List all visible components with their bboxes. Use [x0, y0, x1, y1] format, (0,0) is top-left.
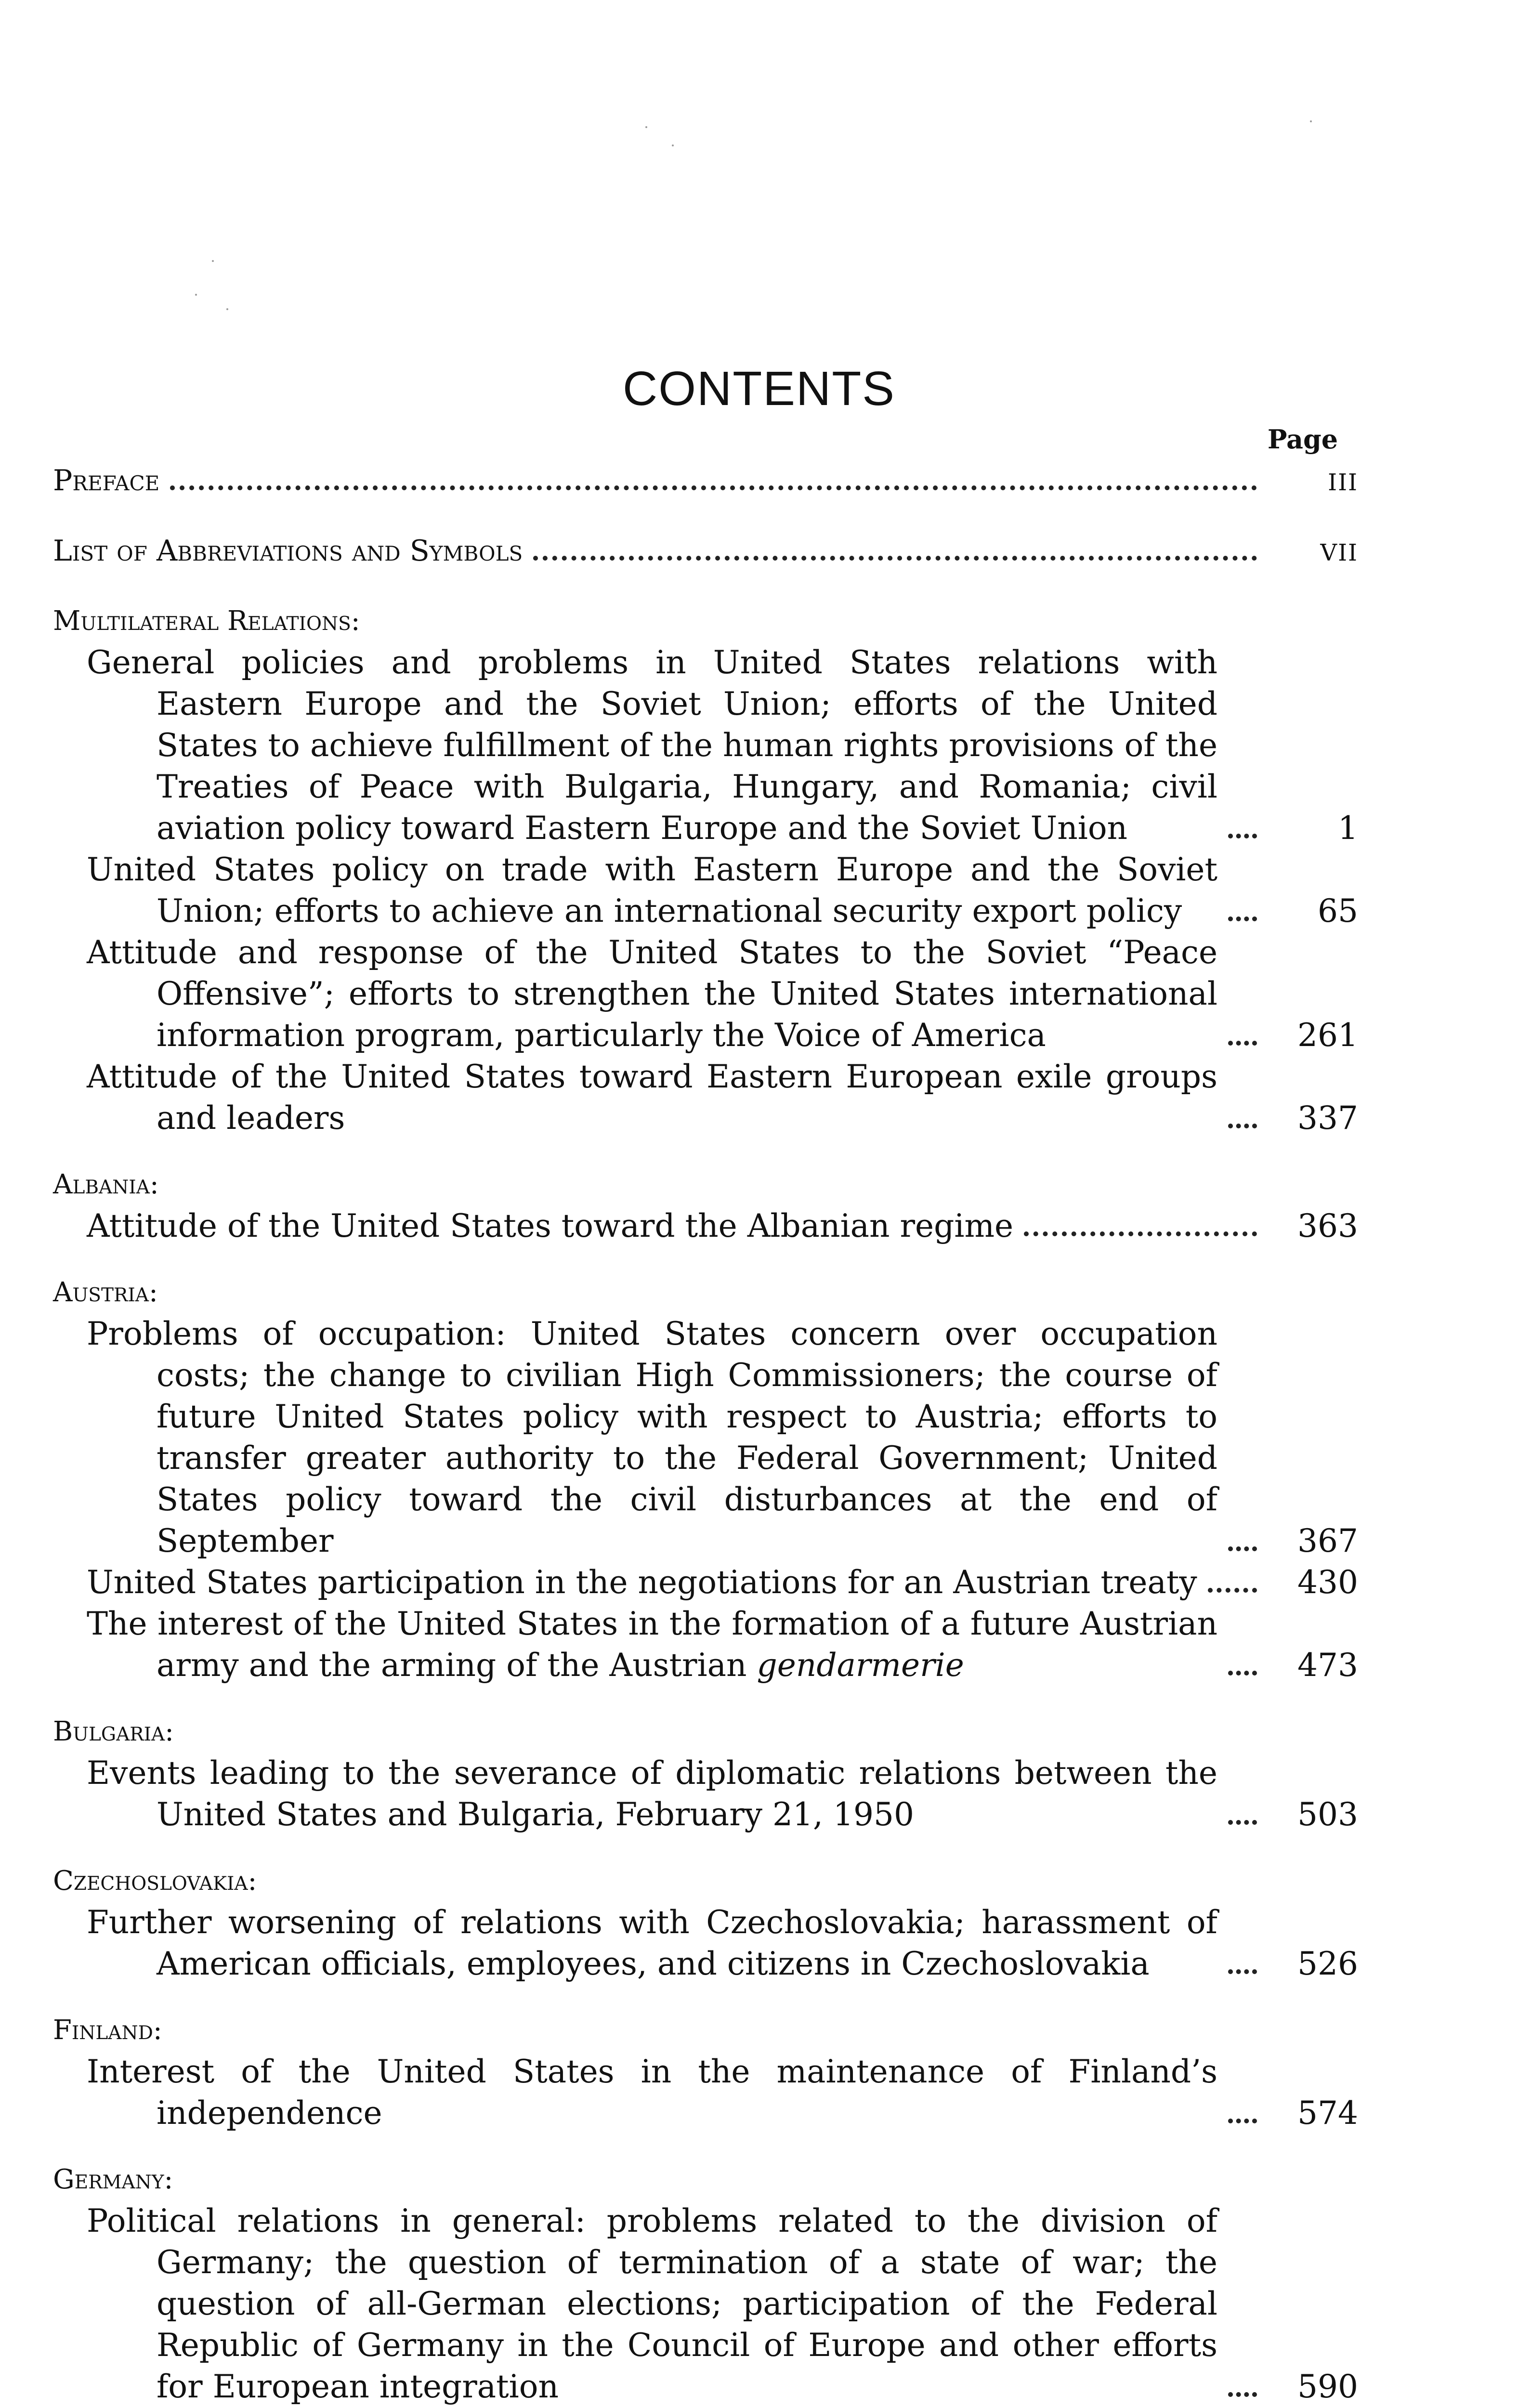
dot-leader — [1228, 1820, 1257, 1825]
toc-section — [53, 1860, 1358, 1985]
toc-entry — [53, 932, 1358, 1056]
page-number: VII — [1320, 539, 1358, 566]
toc-entry — [53, 849, 1358, 932]
scan-speck — [195, 294, 197, 296]
toc-entry-text-block — [87, 1205, 1013, 1247]
page-number: 337 — [1297, 1099, 1358, 1137]
dot-leader — [1228, 1969, 1257, 1974]
toc-entry-text-block — [87, 1056, 1217, 1139]
toc-entry — [53, 1753, 1358, 1835]
dot-leader — [170, 485, 1257, 490]
toc-entry-text-block — [87, 1902, 1217, 1985]
dot-leader — [1024, 1231, 1257, 1236]
dot-leader — [1228, 1671, 1257, 1675]
toc-section — [53, 1711, 1358, 1835]
dot-leader — [1228, 916, 1257, 921]
section-heading: Multilateral Relations: — [53, 605, 360, 637]
toc-entry — [53, 1056, 1358, 1139]
toc-entry — [53, 1205, 1358, 1247]
toc-entry-wrap — [87, 1753, 1217, 1835]
scan-speck — [226, 308, 228, 310]
dot-leader — [533, 556, 1257, 561]
dot-leader — [1228, 2392, 1257, 2397]
toc-section — [53, 1164, 1358, 1247]
toc-entry-text-block — [87, 642, 1217, 849]
section-heading: Bulgaria: — [53, 1716, 174, 1747]
entry-italic-term: gendarmerie — [757, 1647, 964, 1684]
toc-entry-wrap — [87, 1562, 1197, 1603]
toc-entry-wrap — [87, 932, 1217, 1056]
toc-entry — [53, 1562, 1358, 1603]
toc-entry — [53, 1603, 1358, 1686]
page-title: CONTENTS — [623, 362, 895, 416]
toc-entry-text-block — [87, 1753, 1217, 1835]
toc-entry-wrap — [87, 1056, 1217, 1139]
dot-leader — [1228, 834, 1257, 838]
page-number: 367 — [1297, 1522, 1358, 1559]
entry-text: United States policy on trade with Eastern Europe and the Soviet Union; efforts to achieve an international security export policy — [87, 851, 1217, 929]
entry-text: Problems of occupation: United States concern over occupation costs; the change to civilian High Commissioners; the course of future United States policy with respect to Austria; efforts to transfer greater authority to the Federal Government; United States policy toward the civil disturbances at the end of September — [87, 1315, 1217, 1559]
toc-entry-wrap — [87, 1603, 1217, 1686]
entry-text: Attitude and response of the United States to the Soviet “Peace Offensive”; efforts to strengthen the United States international information program, particularly the Voice of America — [87, 934, 1217, 1054]
toc-section — [53, 601, 1358, 1139]
entry-text: The interest of the United States in the formation of a future Austrian army and the arming of the Austrian — [87, 1605, 1217, 1684]
toc-entry — [53, 1313, 1358, 1562]
page-number: 574 — [1297, 2094, 1358, 2132]
front-matter-label: List of Abbreviations and Symbols — [53, 534, 523, 568]
page-number: 526 — [1297, 1945, 1358, 1982]
toc-front-matter-entry — [53, 460, 1358, 503]
toc-entry-wrap — [87, 849, 1217, 932]
toc-sections — [53, 601, 1358, 2408]
toc-section — [53, 1272, 1358, 1686]
toc-entry — [53, 1902, 1358, 1985]
page-number: 261 — [1297, 1017, 1358, 1054]
dot-leader — [1228, 2119, 1257, 2123]
entry-text: United States participation in the negotiations for an Austrian treaty — [87, 1564, 1197, 1601]
section-heading: Albania: — [53, 1169, 159, 1200]
toc-entry — [53, 642, 1358, 849]
page-number: 590 — [1297, 2368, 1358, 2405]
front-matter-label: Preface — [53, 464, 160, 497]
page-column-header: Page — [1267, 424, 1338, 455]
toc-entry — [53, 2200, 1358, 2408]
dot-leader — [1228, 1124, 1257, 1128]
entry-text: Political relations in general: problems related to the division of Germany; the question of termination of a state of war; the question of all-German elections; participation of the Federal Republic of Germany in the Council of Europe and other efforts for European integration — [87, 2202, 1217, 2405]
toc-entry-text-block — [87, 1313, 1217, 1562]
scan-speck — [1310, 120, 1312, 122]
scan-speck — [212, 260, 214, 262]
entry-text: Attitude of the United States toward Eastern European exile groups and leaders — [87, 1058, 1217, 1137]
dot-leader — [1228, 1546, 1257, 1551]
toc-entry-wrap — [87, 1902, 1217, 1985]
toc-entry-wrap — [87, 2051, 1217, 2134]
scan-speck — [672, 144, 674, 146]
toc-front-matter-entry — [53, 530, 1358, 574]
section-heading: Czechoslovakia: — [53, 1865, 257, 1897]
section-heading: Finland: — [53, 2015, 162, 2046]
page-number: 1 — [1338, 810, 1358, 847]
toc-entry-wrap — [87, 642, 1217, 849]
section-heading: Austria: — [53, 1277, 158, 1308]
dot-leader — [1208, 1588, 1257, 1593]
page-number: 473 — [1297, 1647, 1358, 1684]
toc-entry-wrap — [87, 1313, 1217, 1562]
entry-text: Further worsening of relations with Czechoslovakia; harassment of American officials, employees, and citizens in Czechoslovakia — [87, 1904, 1217, 1982]
toc-entry-text-block — [87, 2051, 1217, 2134]
dot-leader — [1228, 1041, 1257, 1046]
scan-speck — [645, 126, 647, 128]
toc-entry-text-block — [87, 849, 1217, 932]
page-number: III — [1328, 469, 1358, 496]
entry-text: Events leading to the severance of diplomatic relations between the United States and Bulgaria, February 21, 1950 — [87, 1754, 1217, 1833]
toc-entry-text-block — [87, 1603, 1217, 1686]
toc-entry-text-block — [87, 1562, 1197, 1603]
toc-section — [53, 2159, 1358, 2408]
section-heading: Germany: — [53, 2164, 173, 2195]
entry-text: General policies and problems in United States relations with Eastern Europe and the Soviet Union; efforts of the United States to achieve fulfillment of the human rights provisions of the Treaties of Peace with Bulgaria, Hungary, and Romania; civil aviation policy toward Eastern Europe and the Soviet Union — [87, 644, 1217, 847]
entry-text: Attitude of the United States toward the Albanian regime — [87, 1207, 1014, 1244]
page-number: 503 — [1297, 1796, 1358, 1833]
toc-entry — [53, 2051, 1358, 2134]
toc-entry-wrap — [87, 2200, 1217, 2408]
page-number: 363 — [1297, 1207, 1358, 1244]
toc-section — [53, 2010, 1358, 2134]
page-number: 65 — [1318, 892, 1358, 929]
toc-entry-text-block — [87, 932, 1217, 1056]
page-number: 430 — [1297, 1564, 1358, 1601]
table-of-contents — [53, 460, 1358, 2408]
toc-entry-text-block — [87, 2200, 1217, 2408]
toc-entry-wrap — [87, 1205, 1013, 1247]
entry-text: Interest of the United States in the maintenance of Finland’s independence — [87, 2053, 1217, 2132]
